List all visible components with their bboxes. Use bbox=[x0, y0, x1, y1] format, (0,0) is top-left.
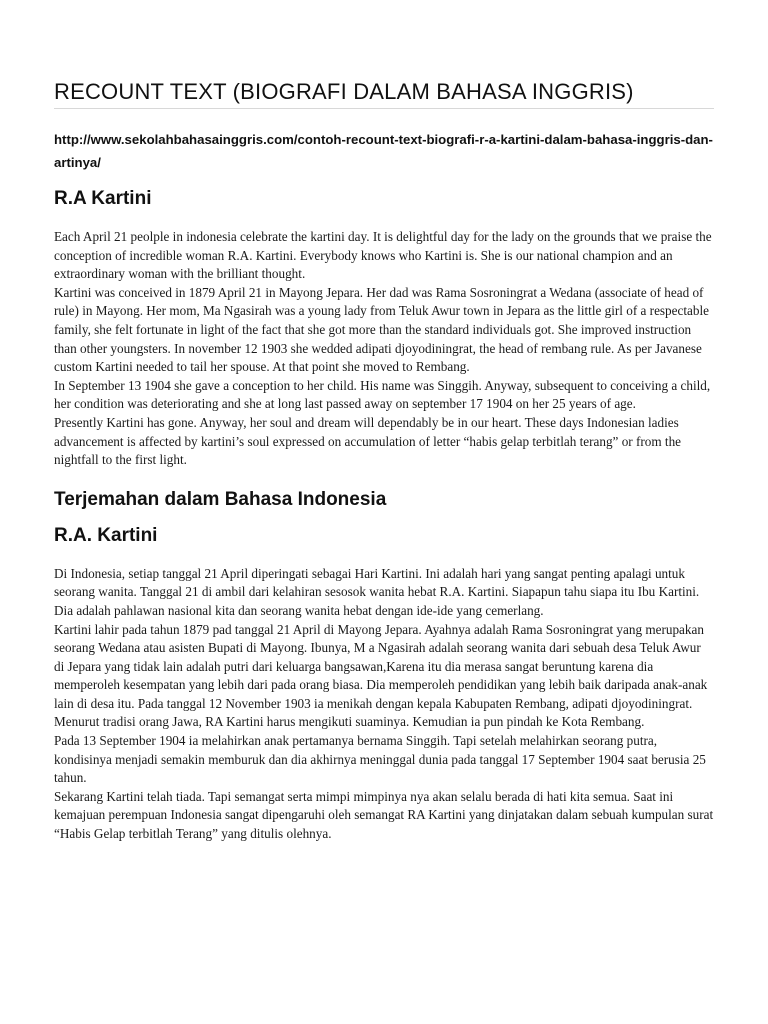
english-paragraph-2: Kartini was conceived in 1879 April 21 in Mayong Jepara. Her dad was Rama Sosroningrat a Wedana (associate of head of rule) in Mayong. Her mom, Ma Ngasirah was a young lady from Teluk Awur town in Jepara as the little girl of a respectable family, she felt fortunate in light of the fact that she got more than the standard individuals got. She improved instruction than other youngsters. In november 12 1903 she wedded adipati djoyodiningrat, the head of rembang rule. As per Javanese custom Kartini needed to tail her spouse. At that point she moved to Rembang. bbox=[54, 284, 709, 375]
indonesian-paragraph-4: Sekarang Kartini telah tiada. Tapi semangat serta mimpi mimpinya nya akan selalu berada di hati kita semua. Saat ini kemajuan perempuan Indonesia sangat dipengaruhi oleh semangat RA Kartini yang dinjatakan dalam sebuah kumpulan surat “Habis Gelap terbitlah Terang” yang ditulis olehnya. bbox=[54, 788, 714, 842]
indonesian-paragraph-1: Di Indonesia, setiap tanggal 21 April diperingati sebagai Hari Kartini. Ini adalah hari yang sangat penting apalagi untuk seorang wanita. Tanggal 21 di ambil dari kelahiran sesosok wanita hebat R.A. Kartini. Siapapun tahu siapa itu Ibu Kartini. Dia adalah pahlawan nasional kita dan seorang wanita hebat dengan ide-ide yang cemerlang. bbox=[54, 565, 700, 618]
english-paragraph-4: Presently Kartini has gone. Anyway, her soul and dream will dependably be in our heart. These days Indonesian ladies advancement is affected by kartini’s soul expressed on accumulation of letter “habis gelap terbitlah terang” or from the nightfall to the first light. bbox=[54, 414, 682, 468]
source-url: http://www.sekolahbahasainggris.com/contoh-recount-text-biografi-r-a-kartini-dalam-bahasa-inggris-dan-artinya/ bbox=[54, 132, 713, 170]
english-paragraph-1: Each April 21 peolple in indonesia celebrate the kartini day. It is delightful day for the lady on the grounds that we praise the conception of incredible woman R.A. Kartini. Everybody knows who Kartini is. She is our national champion and an extraordinary woman with the brilliant thought. bbox=[54, 229, 712, 282]
document-page bbox=[54, 78, 714, 844]
translation-section-heading: Terjemahan dalam Bahasa Indonesia bbox=[54, 488, 387, 510]
indonesian-body bbox=[54, 565, 714, 844]
english-paragraph-3: In September 13 1904 she gave a conception to her child. His name was Singgih. Anyway, subsequent to conceiving a child, her condition was deteriorating and she at long last passed away on september 17 1904 on her 25 years of age. bbox=[54, 377, 711, 412]
english-heading: R.A Kartini bbox=[54, 188, 152, 209]
english-body bbox=[54, 228, 714, 470]
indonesian-heading: R.A. Kartini bbox=[54, 524, 158, 546]
indonesian-paragraph-3: Pada 13 September 1904 ia melahirkan anak pertamanya bernama Singgih. Tapi setelah melahirkan seorang putra, kondisinya menjadi semakin memburuk dan dia akhirnya meninggal dunia pada tanggal 17 September 1904 saat berusia 25 tahun. bbox=[54, 733, 706, 786]
indonesian-paragraph-2: Kartini lahir pada tahun 1879 pad tanggal 21 April di Mayong Jepara. Ayahnya adalah Rama Sosroningrat yang merupakan seorang Wedana atau asisten Bupati di Mayong. Ibunya, M a Ngasirah adalah seorang wanita dari sebuah desa Teluk Awur di Jepara yang tidak lain adalah putri dari keluarga bangsawan,Karena itu dia merasa sangat beruntung karena dia memperoleh kesempatan yang lebih dari pada orang biasa. Dia memperoleh pendidikan yang lebih baik daripada anak-anak lain di desa itu. Pada tanggal 12 November 1903 ia menikah dengan kepala Kabupaten Rembang, adipati djoyodiningrat. Menurut tradisi orang Jawa, RA Kartini harus mengikuti suaminya. Kemudian ia pun pindah ke Kota Rembang. bbox=[54, 621, 708, 730]
document-title: RECOUNT TEXT (BIOGRAFI DALAM BAHASA INGGRIS) bbox=[54, 78, 714, 109]
